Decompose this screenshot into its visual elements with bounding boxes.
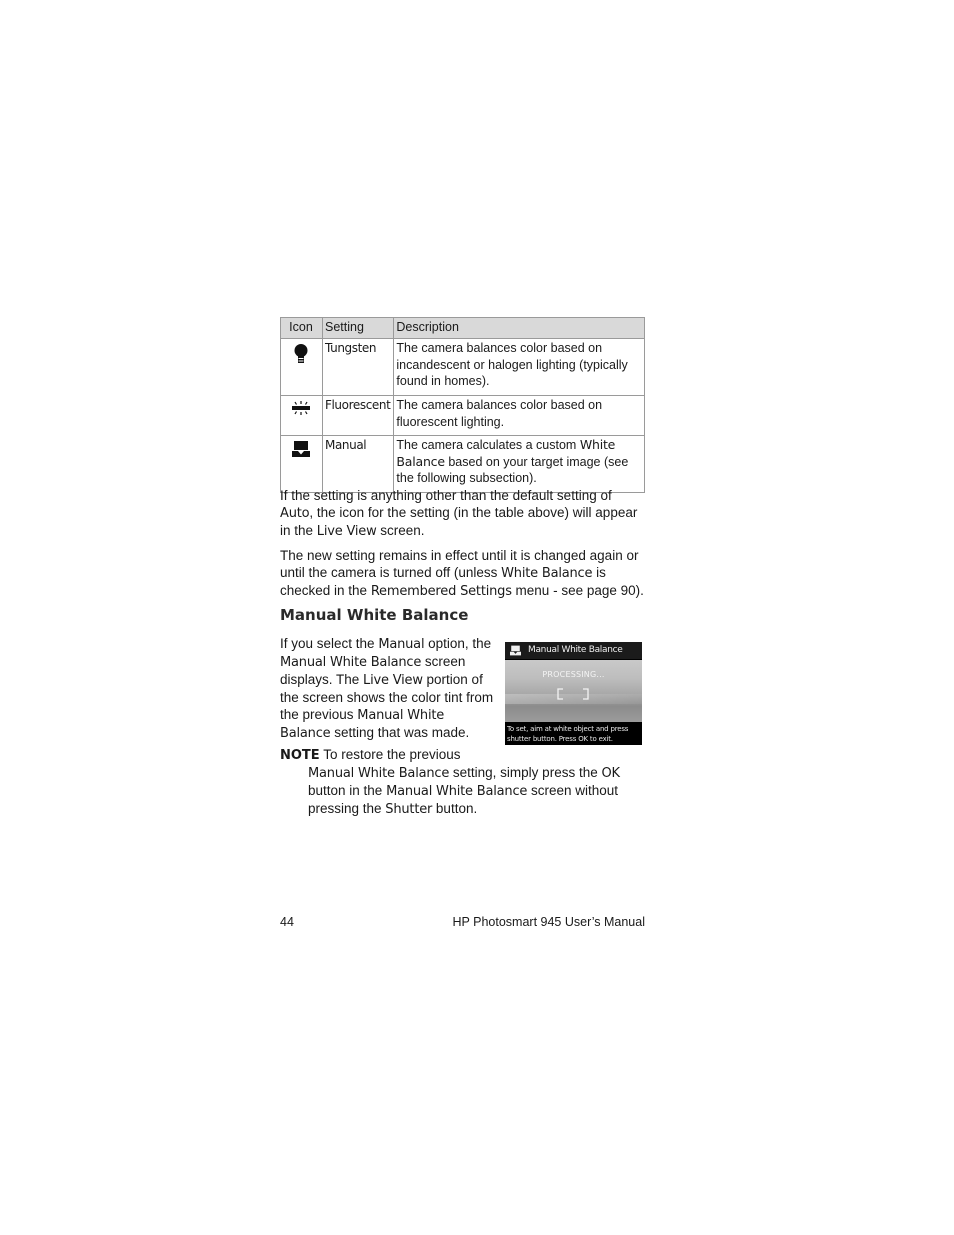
setting-column-header: Setting (323, 318, 394, 339)
ui-term: White Balance (396, 437, 616, 469)
paragraph-setting-persistence (280, 547, 646, 600)
icon-column-header: Icon (281, 318, 323, 339)
setting-name: Manual (325, 438, 367, 452)
body-text: setting, simply press the (449, 765, 602, 780)
table-cell-icon (281, 339, 323, 396)
body-text: The new setting remains in effect until it is changed again or until the camera is turned off (unless (280, 548, 639, 580)
ui-term: White Balance (501, 566, 593, 581)
table-row-fluorescent (281, 396, 645, 436)
focus-brackets-icon (557, 688, 589, 700)
processing-status: PROCESSING... (542, 670, 605, 679)
body-text: button in the (308, 783, 387, 798)
body-text: To restore the previous (319, 747, 461, 762)
ui-term: Manual White Balance (386, 784, 528, 799)
table-header-row (281, 318, 645, 339)
note-block (280, 746, 620, 818)
ui-term: Manual White Balance (308, 766, 450, 781)
camera-screen-instructions: To set, aim at white object and press shutter button. Press OK to exit. (505, 723, 642, 745)
table-cell-icon (281, 436, 323, 493)
body-text: screen without pressing the (308, 783, 619, 816)
table-cell-description (394, 436, 645, 493)
footer-manual-title: HP Photosmart 945 User’s Manual (452, 915, 645, 929)
table-cell-setting (323, 339, 394, 396)
description-text: based on your target image (see the following subsection). (396, 454, 629, 485)
ui-term: Shutter (385, 802, 433, 817)
table-row-manual (281, 436, 645, 493)
body-text: If the setting is anything other than the default setting of (280, 488, 612, 503)
table-cell-setting (323, 436, 394, 493)
body-text: menu - see page 90). (511, 583, 644, 598)
ui-term: Live View (316, 524, 377, 539)
ui-term: Manual (378, 637, 425, 652)
lightbulb-icon (293, 343, 309, 365)
description-text: The camera calculates a custom (396, 438, 580, 452)
note-label: NOTE (280, 748, 320, 763)
ui-term: Remembered Settings (370, 584, 512, 599)
camera-screen-image (505, 642, 642, 745)
body-text: screen. (376, 523, 425, 538)
ui-term: OK (601, 766, 620, 781)
ui-term: Live View (363, 673, 423, 688)
page-number: 44 (280, 915, 294, 929)
body-text: screen displays. The (280, 654, 466, 687)
ui-term: Manual White Balance (280, 708, 445, 741)
camera-screen-title: Manual White Balance (528, 645, 623, 655)
paragraph-manual-white-balance (280, 635, 498, 742)
manual-wb-icon (509, 645, 522, 656)
table-cell-description: The camera balances color based on incandescent or halogen lighting (typically found in homes). (394, 339, 645, 396)
setting-name: Fluorescent (325, 398, 391, 412)
paragraph-default-setting (280, 487, 646, 540)
section-heading: Manual White Balance (280, 606, 469, 624)
white-balance-table (280, 317, 645, 493)
table-cell-setting (323, 396, 394, 436)
manual-wb-icon (291, 440, 311, 458)
setting-name: Tungsten (325, 341, 377, 355)
table-row-tungsten (281, 339, 645, 396)
body-text: is checked in the (280, 565, 606, 598)
ui-term: Auto (280, 506, 310, 521)
ui-term: Manual White Balance (280, 655, 422, 670)
description-column-header: Description (394, 318, 645, 339)
fluorescent-icon (290, 400, 312, 416)
body-text: portion of the screen shows the color tint from the previous (280, 672, 494, 722)
body-text: , the icon for the setting (in the table above) will appear in the (280, 505, 638, 538)
camera-live-view (505, 660, 642, 722)
body-text: setting that was made. (330, 725, 470, 740)
body-text: option, the (424, 636, 492, 651)
camera-screen-titlebar (505, 642, 642, 659)
note-body (280, 764, 620, 818)
body-text: button. (432, 801, 478, 816)
table-cell-icon (281, 396, 323, 436)
body-text: If you select the (280, 636, 379, 651)
table-cell-description: The camera balances color based on fluorescent lighting. (394, 396, 645, 436)
